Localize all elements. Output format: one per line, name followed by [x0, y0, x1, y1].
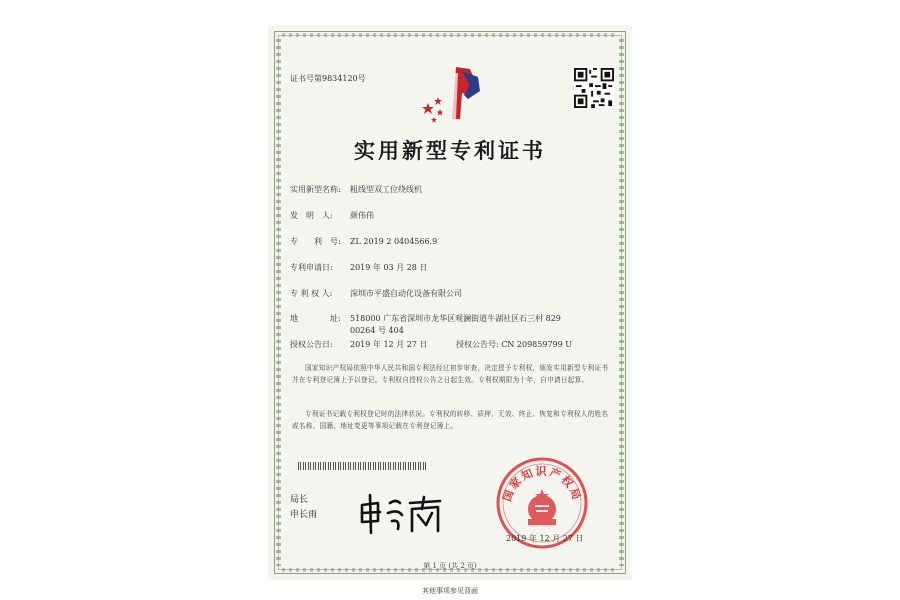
filing-date-row: [290, 262, 427, 273]
inventor-label: 发 明 人:: [290, 211, 333, 220]
barcode-strip: [298, 462, 428, 470]
address-label: 地 址:: [290, 314, 341, 323]
address-value-line1: 518000 广东省深圳市龙华区观澜街道牛湖社区石三村 829: [350, 314, 561, 323]
address-row: [290, 313, 561, 324]
top-vine-decoration: [282, 33, 618, 37]
patentee-row: [290, 288, 462, 299]
director-signature-icon: [356, 491, 446, 535]
certificate-number: 证书号第9834120号: [290, 74, 366, 83]
patent-number-label: 专 利 号:: [290, 237, 341, 246]
left-vine-decoration: [276, 39, 281, 566]
director-name: 申长雨: [290, 510, 318, 520]
inventor-value: 颜伟伟: [350, 211, 374, 220]
director-title: 局长: [290, 495, 309, 505]
certificate-title: 实用新型专利证书: [354, 138, 546, 163]
inventor-row: [290, 210, 374, 221]
patent-certificate: [268, 25, 632, 580]
address-value-line2: 00264 号 404: [350, 326, 404, 335]
grant-number-value: CN 209859799 U: [501, 340, 573, 349]
patent-number-row: [290, 236, 437, 247]
patentee-label: 专 利 权 人:: [290, 289, 333, 298]
utility-model-name-value: 粗线型双工位绕线机: [350, 185, 422, 194]
page-number: 第 1 页 (共 2 页): [423, 562, 477, 570]
certificate-paragraph-2: 专利证书记载专利权登记时的法律状况。专利权的转移、质押、无效、终止、恢复和专利权人的姓名或名称、国籍、地址变更等事项记载在专利登记簿上。: [292, 410, 609, 430]
filing-date-label: 专利申请日:: [290, 263, 333, 272]
filing-date-value: 2019 年 03 月 28 日: [350, 263, 428, 272]
grant-date-row: [290, 339, 427, 350]
grant-number-label: 授权公告号:: [456, 340, 499, 349]
grant-date-label: 授权公告日:: [290, 340, 333, 349]
grant-date-value: 2019 年 12 月 27 日: [350, 340, 428, 349]
seal-text: 国家知识产权局: [500, 465, 584, 504]
qr-code-icon: [574, 68, 614, 108]
cnipa-logo-icon: [418, 63, 488, 125]
footnote: 其他事项参见背面: [422, 587, 478, 595]
seal-date: 2019 年 12 月 27 日: [506, 534, 584, 543]
patentee-value: 深圳市平盛自动化设备有限公司: [350, 289, 462, 298]
certificate-paragraph-1: 国家知识产权局依照中华人民共和国专利法经过初步审查，决定授予专利权，颁发实用新型专利证书并在专利登记簿上予以登记。专利权自授权公告之日起生效。专利权期限为十年，自申请日起算。: [292, 364, 609, 384]
patent-number-value: ZL 2019 2 0404566.9: [350, 237, 438, 246]
utility-model-name-label: 实用新型名称:: [290, 185, 341, 194]
grant-number-row: [456, 339, 572, 350]
utility-model-name-row: [290, 184, 422, 195]
right-vine-decoration: [619, 39, 624, 566]
